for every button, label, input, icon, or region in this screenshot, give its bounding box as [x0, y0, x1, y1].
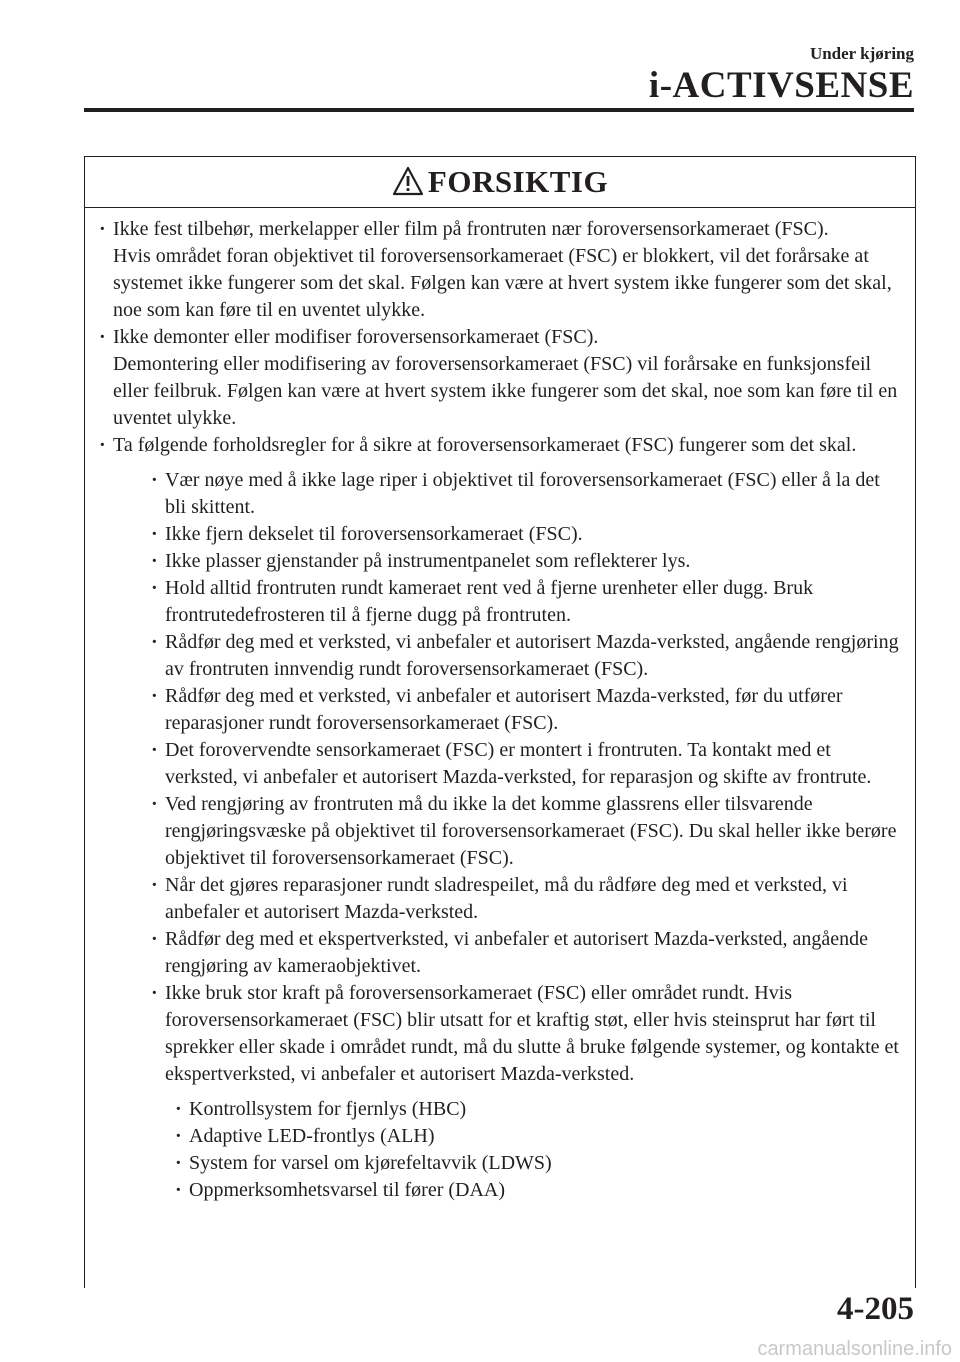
chapter-title: i-ACTIVSENSE [648, 65, 914, 106]
precaution-item: · Ikke fjern dekselet til foroversensorkameraet (FSC). [113, 521, 901, 548]
watermark: carmanualsonline.info [757, 1338, 952, 1360]
precaution-item: · Rådfør deg med et verksted, vi anbefaler et autorisert Mazda-verksted, angående rengjøring av frontruten innvendig rundt foroversensorkameraet (FSC). [113, 629, 901, 683]
caution-item [85, 324, 901, 432]
caution-item [85, 432, 901, 1204]
caution-item-text: · Ikke demonter eller modifiser foroversensorkameraet (FSC). [113, 326, 599, 348]
header-divider [84, 108, 914, 112]
caution-item-text: · Ta følgende forholdsregler for å sikre at foroversensorkameraet (FSC) fungerer som det skal. [113, 434, 857, 456]
precaution-item: · Når det gjøres reparasjoner rundt sladrespeilet, må du rådføre deg med et verksted, vi anbefaler et autorisert Mazda-verksted. [113, 872, 901, 926]
warning-triangle-icon [392, 166, 424, 196]
systems-list [113, 1096, 901, 1204]
precaution-item: · Ikke plasser gjenstander på instrumentpanelet som reflekterer lys. [113, 548, 901, 575]
caution-item-text: · Ikke fest tilbehør, merkelapper eller film på frontruten nær foroversensorkameraet (FSC). [113, 218, 829, 240]
caution-box [84, 156, 916, 1288]
precaution-item: · Hold alltid frontruten rundt kameraet rent ved å fjerne urenheter eller dugg. Bruk frontrutedefrosteren til å fjerne dugg på frontruten. [113, 575, 901, 629]
caution-item-text: Hvis området foran objektivet til foroversensorkameraet (FSC) er blokkert, vil det forårsake at systemet ikke fungerer som det skal. Følgen kan være at hvert system ikke fungerer som det skal, noe som kan føre til en uventet ulykke. [113, 245, 892, 321]
precaution-item: · Vær nøye med å ikke lage riper i objektivet til foroversensorkameraet (FSC) eller å la det bli skittent. [113, 467, 901, 521]
section-title: Under kjøring [809, 44, 914, 63]
caution-header [85, 157, 915, 208]
caution-list [85, 216, 901, 1204]
precaution-item-text: · Ikke bruk stor kraft på foroversensorkameraet (FSC) eller området rundt. Hvis foroversensorkameraet (FSC) blir utsatt for et kraftig støt, eller hvis steinsprut har ført til sprekker eller skade i området rundt, må du slutte å bruke følgende systemer, og kontakte et ekspertverksted, vi anbefaler et autorisert Mazda-verksted. [165, 982, 899, 1085]
caution-item [85, 216, 901, 324]
precaution-item: · Ved rengjøring av frontruten må du ikke la det komme glassrens eller tilsvarende rengjøringsvæske på objektivet til foroversensorkameraet (FSC). Du skal heller ikke berøre objektivet til foroversensorkameraet (FSC). [113, 791, 901, 872]
page-header [649, 44, 914, 106]
system-item: · Adaptive LED-frontlys (ALH) [113, 1123, 901, 1150]
precaution-item: · Rådfør deg med et ekspertverksted, vi anbefaler et autorisert Mazda-verksted, angående rengjøring av kameraobjektivet. [113, 926, 901, 980]
precaution-item: · Rådfør deg med et verksted, vi anbefaler et autorisert Mazda-verksted, før du utfører reparasjoner rundt foroversensorkameraet (FSC). [113, 683, 901, 737]
page-number: 4-205 [837, 1291, 914, 1327]
system-item: · System for varsel om kjørefeltavvik (LDWS) [113, 1150, 901, 1177]
system-item: · Oppmerksomhetsvarsel til fører (DAA) [113, 1177, 901, 1204]
caution-item-text: Demontering eller modifisering av foroversensorkameraet (FSC) vil forårsake en funksjonsfeil eller feilbruk. Følgen kan være at hvert system ikke fungerer som det skal, noe som kan føre til en uventet ulykke. [113, 353, 898, 429]
system-item: · Kontrollsystem for fjernlys (HBC) [113, 1096, 901, 1123]
precaution-list [113, 467, 901, 1204]
caution-title: FORSIKTIG [427, 164, 609, 199]
caution-content [85, 208, 915, 1204]
precaution-item [113, 980, 901, 1204]
precaution-item: · Det forovervendte sensorkameraet (FSC) er montert i frontruten. Ta kontakt med et verksted, vi anbefaler et autorisert Mazda-verksted, for reparasjon og skifte av frontrute. [113, 737, 901, 791]
